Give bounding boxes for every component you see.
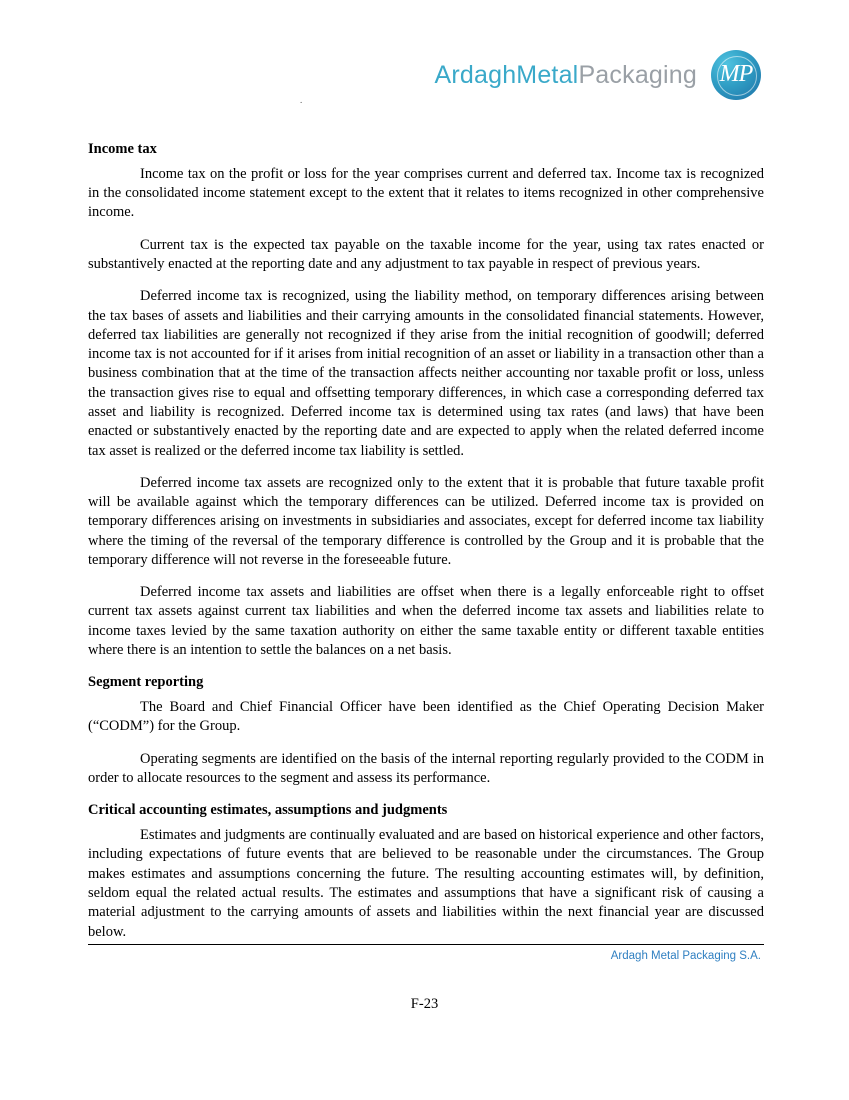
brand-wordmark-primary: ArdaghMetal <box>434 60 579 89</box>
footer-divider <box>88 944 764 945</box>
paragraph: Estimates and judgments are continually evaluated and are based on historical experience and other factors, including expectations of future events that are believed to be reasonable under the circumstances. The Group makes estimates and assumptions concerning the future. The resulting accounting estimates will, by definition, seldom equal the related actual results. The estimates and assumptions that have a significant risk of causing a material adjustment to the carrying amounts of assets and liabilities within the next financial year are discussed below. <box>88 827 764 940</box>
page-header <box>434 50 761 100</box>
paragraph: Operating segments are identified on the basis of the internal reporting regularly provided to the CODM in order to allocate resources to the segment and assess its performance. <box>88 750 764 786</box>
page-number: F-23 <box>410 996 439 1012</box>
section-heading-income-tax: Income tax <box>88 141 157 157</box>
paragraph: Deferred income tax assets are recognized only to the extent that it is probable that future taxable profit will be available against which the temporary differences can be utilized. Deferred income tax is provided on temporary differences arising on investments in subsidiaries and associates, except for deferred income tax liability where the timing of the reversal of the temporary difference is controlled by the Group and it is probable that the temporary difference will not reverse in the foreseeable future. <box>88 474 764 568</box>
section-heading-segment-reporting: Segment reporting <box>88 674 204 691</box>
section-heading-critical-accounting-estimates: Critical accounting estimates, assumptions and judgments <box>88 802 448 819</box>
paragraph: Deferred income tax is recognized, using the liability method, on temporary differences arising between the tax bases of assets and liabilities and their carrying amounts in the consolidated financial statements. However, deferred tax liabilities are generally not recognized if they arise from the initial recognition of goodwill; deferred income tax is not accounted for if it arises from initial recognition of an asset or liability in a transaction other than a business combination that at the time of the transaction affects neither accounting nor taxable profit or loss, unless the transaction gives rise to equal and offsetting temporary differences, in which case a corresponding deferred tax asset and liability is recognized. Deferred income tax is determined using tax rates (and laws) that have been enacted or substantively enacted by the reporting date and are expected to apply when the related deferred income tax asset is realized or the deferred income tax liability is settled. <box>88 288 764 459</box>
stray-punctuation-mark: . <box>300 95 303 105</box>
paragraph: Current tax is the expected tax payable on the taxable income for the year, using tax rates enacted or substantively enacted at the reporting date and any adjustment to tax payable in respect of previous years. <box>88 236 764 272</box>
paragraph: Deferred income tax assets and liabilities are offset when there is a legally enforceable right to offset current tax assets against current tax liabilities and when the deferred income tax assets and liabilities relate to income taxes levied by the same taxation authority on either the same taxable entity or different taxable entities where there is an intention to settle the balances on a net basis. <box>88 584 764 659</box>
brand-logo-monogram: MP <box>719 60 753 87</box>
paragraph: The Board and Chief Financial Officer have been identified as the Chief Operating Decision Maker (“CODM”) for the Group. <box>88 699 764 735</box>
paragraph: Income tax on the profit or loss for the year comprises current and deferred tax. Income tax is recognized in the consolidated income statement except to the extent that it relates to items recognized in other comprehensive income. <box>88 165 764 221</box>
brand-wordmark-secondary: Packaging <box>578 60 697 89</box>
brand-logo-icon <box>711 50 761 100</box>
brand-wordmark <box>434 61 697 90</box>
document-body <box>88 140 764 942</box>
footer-company-name: Ardagh Metal Packaging S.A. <box>610 950 761 962</box>
